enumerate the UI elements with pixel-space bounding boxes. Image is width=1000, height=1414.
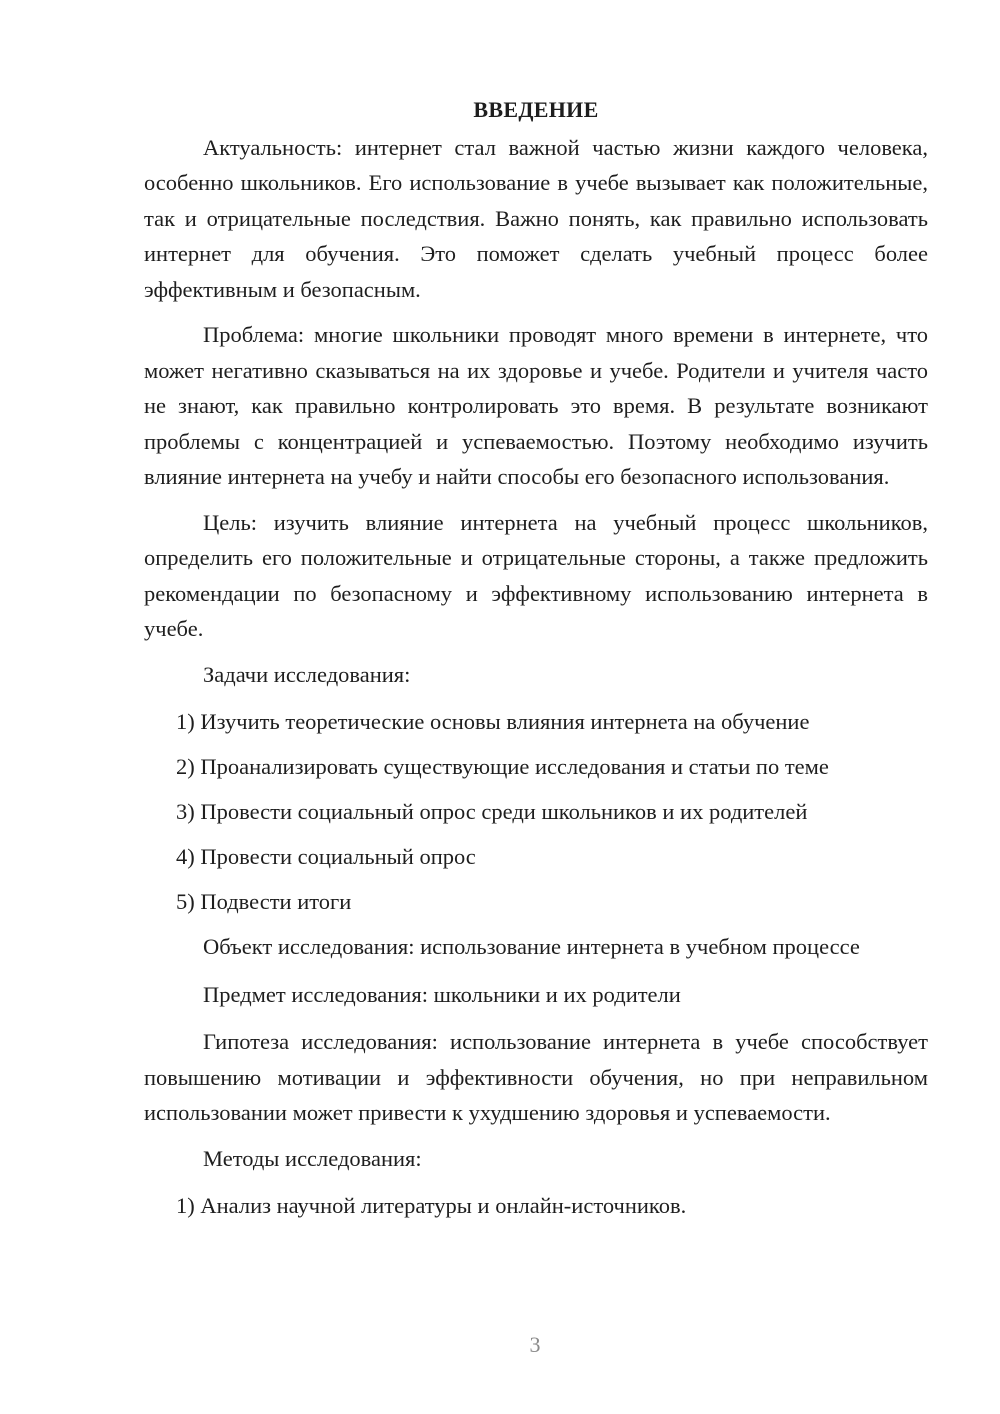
task-item: 5) Подвести итоги	[176, 889, 352, 914]
task-item: 2) Проанализировать существующие исследования и статьи по теме	[176, 754, 829, 779]
page-number: 3	[529, 1332, 541, 1357]
page-title: ВВЕДЕНИЕ	[473, 97, 599, 122]
task-item: 1) Изучить теоретические основы влияния интернета на обучение	[176, 709, 810, 734]
page-content	[144, 92, 928, 1233]
paragraph-hypothesis: Гипотеза исследования: использование интернета в учебе способствует повышению мотивации и эффективности обучения, но при неправильном использовании может привести к ухудшению здоровья и успеваемости.	[144, 1029, 928, 1125]
paragraph-goal: Цель: изучить влияние интернета на учебный процесс школьников, определить его положительные и отрицательные стороны, а также предложить рекомендации по безопасному и эффективному использованию интернета в учебе.	[144, 509, 928, 641]
paragraph-problem: Проблема: многие школьники проводят много времени в интернете, что может негативно сказываться на их здоровье и учебе. Родители и учителя часто не знают, как правильно контролировать это время. В результате возникают проблемы с концентрацией и успеваемостью. Поэтому необходимо изучить влияние интернета на учебу и найти способы его безопасного использования.	[144, 322, 928, 489]
tasks-heading: Задачи исследования:	[203, 661, 411, 687]
paragraph-object: Объект исследования: использование интернета в учебном процессе	[203, 934, 860, 959]
method-item: 1) Анализ научной литературы и онлайн-источников.	[176, 1193, 687, 1218]
methods-heading: Методы исследования:	[203, 1145, 422, 1171]
task-item: 4) Провести социальный опрос	[176, 844, 476, 869]
paragraph-subject: Предмет исследования: школьники и их родители	[203, 981, 681, 1007]
task-item: 3) Провести социальный опрос среди школьников и их родителей	[176, 799, 808, 824]
paragraph-relevance: Актуальность: интернет стал важной частью жизни каждого человека, особенно школьников. Его использование в учебе вызывает как положительные, так и отрицательные последствия. Важно понять, как правильно использовать интернет для обучения. Это поможет сделать учебный процесс более эффективным и безопасным.	[144, 134, 928, 302]
